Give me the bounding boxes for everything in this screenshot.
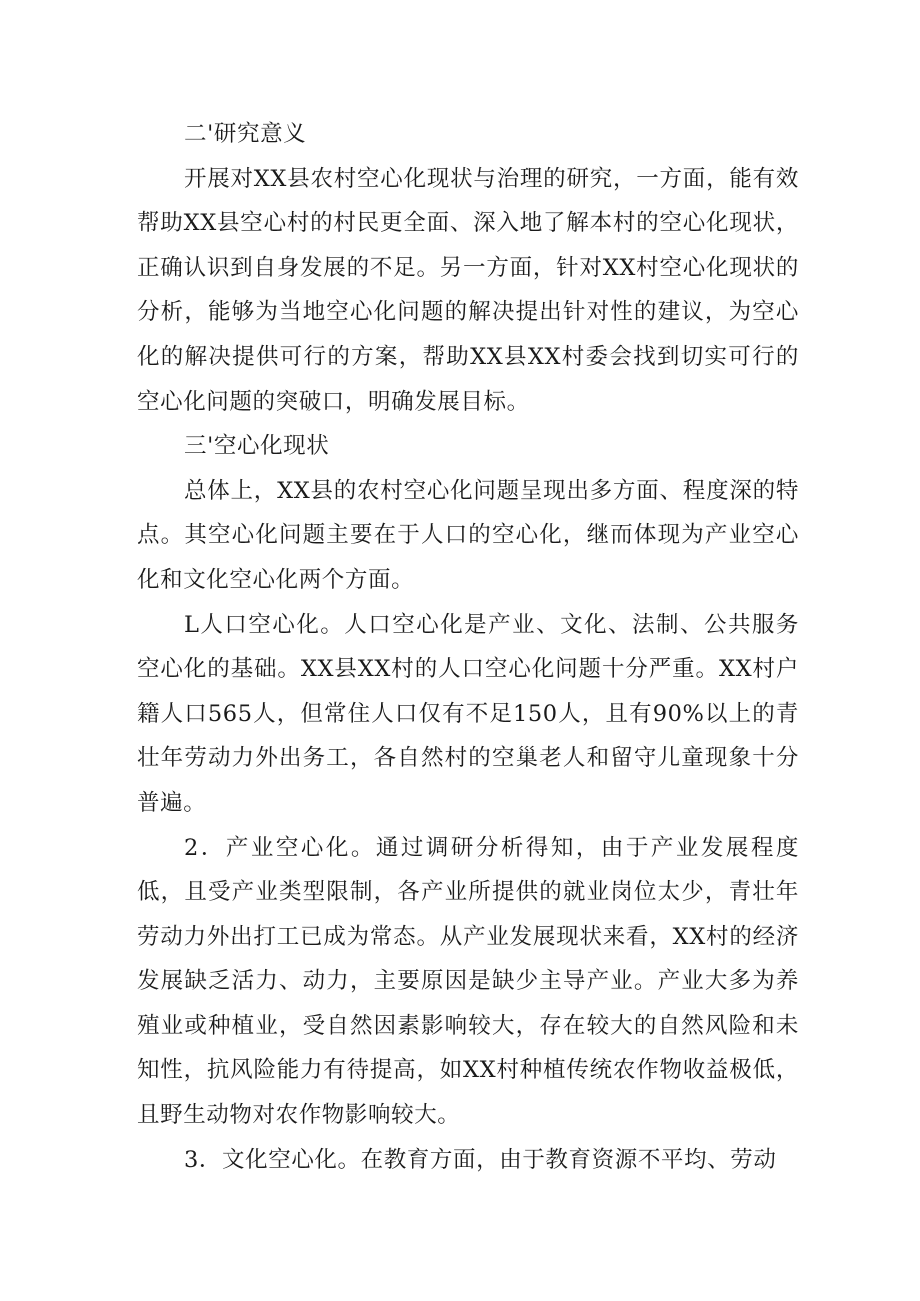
paragraph-population-hollowing: L人口空心化。人口空心化是产业、文化、法制、公共服务空心化的基础。XX县XX村的人口空心化问题十分严重。XX村户籍人口565人，但常住人口仅有不足150人，且有90%以上的青壮年劳动力外出务工，各自然村的空巢老人和留守儿童现象十分普遍。 (137, 611, 799, 816)
section-heading-research-significance: 二'研究意义 (184, 121, 307, 147)
section-heading-hollowing-status: 三'空心化现状 (184, 433, 330, 460)
paragraph-hollowing-overview: 总体上，XX县的农村空心化问题呈现出多方面、程度深的特点。其空心化问题主要在于人口的空心化，继而体现为产业空心化和文化空心化两个方面。 (137, 477, 799, 593)
document-body (137, 112, 799, 1182)
paragraph-culture-hollowing: 3．文化空心化。在教育方面，由于教育资源不平均、劳动 (184, 1146, 777, 1173)
paragraph-research-significance: 开展对XX县农村空心化现状与治理的研究，一方面，能有效帮助XX县空心村的村民更全面、深入地了解本村的空心化现状，正确认识到自身发展的不足。另一方面，针对XX村空心化现状的分析，能够为当地空心化问题的解决提出针对性的建议，为空心化的解决提供可行的方案，帮助XX县XX村委会找到切实可行的空心化问题的突破口，明确发展目标。 (137, 165, 799, 415)
paragraph-industry-hollowing: 2．产业空心化。通过调研分析得知，由于产业发展程度低，且受产业类型限制，各产业所提供的就业岗位太少，青壮年劳动力外出打工已成为常态。从产业发展现状来看，XX村的经济发展缺乏活力、动力，主要原因是缺少主导产业。产业大多为养殖业或种植业，受自然因素影响较大，存在较大的自然风险和未知性，抗风险能力有待提高，如XX村种植传统农作物收益极低，且野生动物对农作物影响较大。 (137, 834, 799, 1129)
